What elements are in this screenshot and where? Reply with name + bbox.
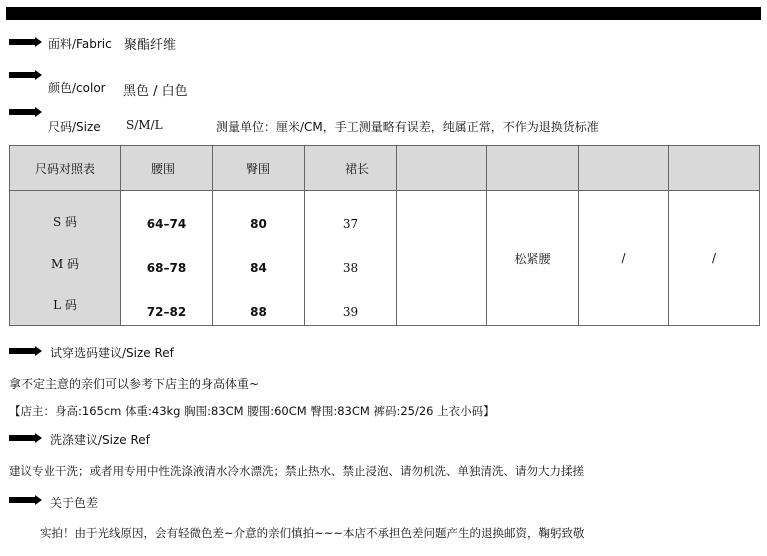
slash-cell: / [669, 191, 760, 326]
hip-m: 84 [250, 261, 267, 275]
waist-column-cell [121, 191, 213, 326]
size-ref-label: 试穿选码建议/Size Ref [50, 346, 174, 360]
header-cell: 腰围 [121, 146, 213, 191]
waist-m: 68–78 [146, 261, 187, 275]
section-marker-icon [9, 69, 39, 79]
hip-s: 80 [250, 217, 267, 231]
header-cell [579, 146, 669, 191]
measure-note: 测量单位：厘米/CM，手工测量略有误差，纯属正常，不作为退换货标准 [216, 120, 599, 134]
waist-l: 72–82 [146, 305, 187, 319]
hip-l: 88 [250, 305, 267, 319]
waistband-cell: 松紧腰 [487, 191, 579, 326]
length-l: 39 [342, 305, 359, 319]
length-s: 37 [342, 217, 359, 231]
size-ref-line1: 拿不定主意的亲们可以参考下店主的身高体重~ [9, 377, 260, 391]
header-cell: 裙长 [305, 146, 397, 191]
fabric-value: 聚酯纤维 [124, 38, 177, 53]
hip-column-cell [213, 191, 305, 326]
length-m: 38 [342, 261, 359, 275]
top-divider-bar [6, 7, 761, 20]
wash-text: 建议专业干洗；或者用专用中性洗涤液清水冷水漂洗；禁止热水、禁止浸泡、请勿机洗、单独清洗、请勿大力揉搓 [9, 464, 584, 478]
header-cell [669, 146, 760, 191]
size-chart-table [9, 145, 760, 326]
table-row [10, 191, 760, 326]
header-cell [487, 146, 579, 191]
header-cell: 尺码对照表 [10, 146, 121, 191]
section-marker-icon [9, 345, 39, 355]
color-value: 黑色 / 白色 [123, 84, 188, 99]
wash-label: 洗涤建议/Size Ref [50, 433, 150, 447]
table-header-row [10, 146, 760, 191]
waist-s: 64–74 [146, 217, 187, 231]
header-cell [397, 146, 487, 191]
size-label-m: M 码 [50, 256, 80, 271]
size-value: S/M/L [126, 118, 163, 132]
color-label: 颜色/color [48, 81, 106, 95]
section-marker-icon [9, 494, 39, 504]
fabric-label: 面料/Fabric [48, 37, 112, 51]
section-marker-icon [9, 432, 39, 442]
color-diff-text: 实拍！由于光线原因，会有轻微色差~介意的亲们慎拍~~~本店不承担色差问题产生的退换邮资，鞠躬致敬 [40, 526, 585, 540]
size-label: 尺码/Size [48, 120, 101, 134]
size-column-cell [10, 191, 121, 326]
section-marker-icon [9, 36, 39, 46]
size-label-s: S 码 [52, 215, 78, 229]
empty-cell [397, 191, 487, 326]
size-ref-line2: 【店主：身高:165cm 体重:43kg 胸围:83CM 腰围:60CM 臀围:83CM 裤码:25/26 上衣小码】 [9, 404, 495, 418]
length-column-cell [305, 191, 397, 326]
size-label-l: L 码 [53, 298, 77, 312]
slash-cell: / [579, 191, 669, 326]
section-marker-icon [9, 106, 39, 116]
color-diff-label: 关于色差 [50, 496, 99, 510]
header-cell: 臀围 [213, 146, 305, 191]
